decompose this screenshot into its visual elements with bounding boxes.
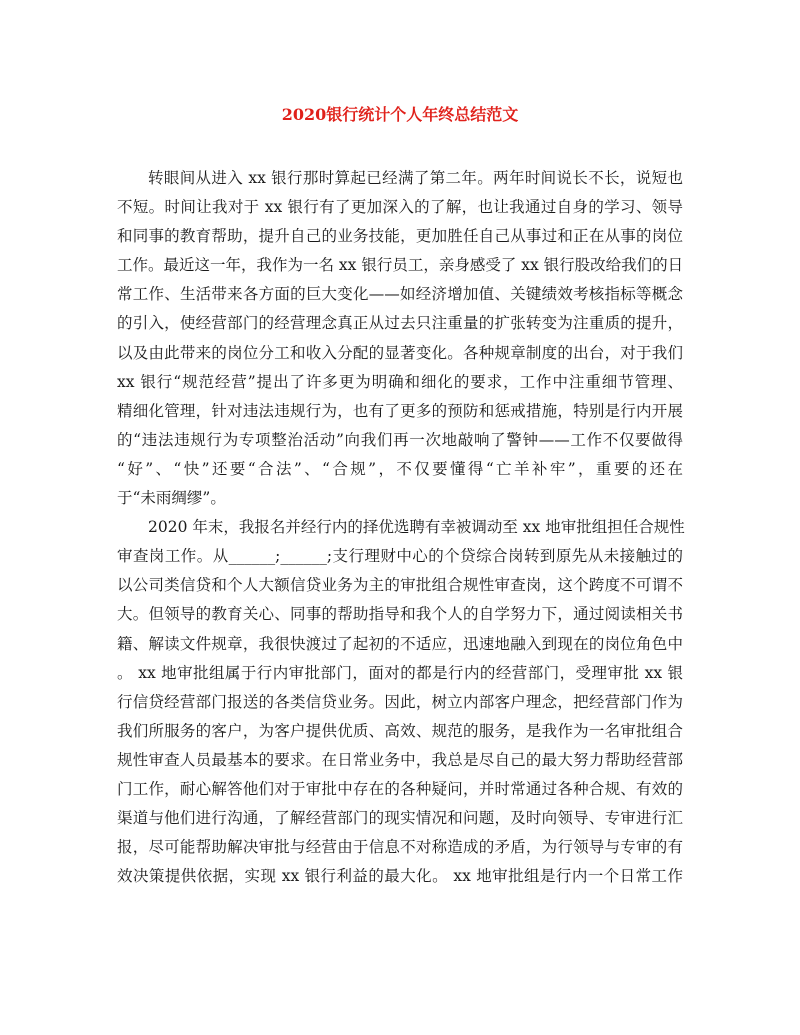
text-line: 转眼间从进入 xx 银行那时算起已经满了第二年。两年时间说长不长，说短也 [148,169,683,187]
text-line: 2020 年末，我报名并经行内的择优选聘有幸被调动至 xx 地审批组担任合规性 [148,518,685,537]
text-line: 规性审查人员最基本的要求。在日常业务中，我总是尽自己的最大努力帮助经营部 [117,750,683,769]
text-line: 报，尽可能帮助解决审批与经营由于信息不对称造成的矛盾，为行领导与专审的有 [117,838,683,857]
text-line: xx 银行“规范经营”提出了许多更为明确和细化的要求，工作中注重细节管理、 [117,372,683,391]
text-line: 精细化管理，针对违法违规行为，也有了更多的预防和惩戒措施，特别是行内开展 [117,401,683,420]
text-line: 的引入，使经营部门的经营理念真正从过去只注重量的扩张转变为注重质的提升， [117,314,683,333]
text-line: 。 xx 地审批组属于行内审批部门，面对的都是行内的经营部门，受理审批 xx 银 [117,663,683,682]
text-line: 籍、解读文件规章，我很快渡过了起初的不适应，迅速地融入到现在的岗位角色中 [117,634,683,653]
document-body [117,164,683,891]
text-line: 于“未雨绸缪”。 [117,489,226,508]
text-line: 大。但领导的教育关心、同事的帮助指导和我个人的自学努力下，通过阅读相关书 [117,605,683,624]
paragraph-1 [117,164,683,513]
text-line: 常工作、生活带来各方面的巨大变化——如经济增加值、关键绩效考核指标等概念 [117,285,683,304]
text-line: 不短。时间让我对于 xx 银行有了更加深入的了解，也让我通过自身的学习、领导 [117,198,683,217]
document-title: 2020银行统计个人年终总结范文 [281,105,519,124]
text-line: “好”、“快”还要“合法”、“合规”，不仅要懂得“亡羊补牢”，重要的还在 [117,459,683,478]
text-line: 和同事的教育帮助，提升自己的业务技能，更加胜任自己从事过和正在从事的岗位 [117,227,683,246]
text-line: 渠道与他们进行沟通，了解经营部门的现实情况和问题，及时向领导、专审进行汇 [117,809,683,828]
text-line: 工作。最近这一年，我作为一名 xx 银行员工，亲身感受了 xx 银行股改给我们的日 [117,256,684,275]
text-line: 以及由此带来的岗位分工和收入分配的显著变化。各种规章制度的出台，对于我们 [117,343,683,362]
text-line: 行信贷经营部门报送的各类信贷业务。因此，树立内部客户理念，把经营部门作为 [117,692,683,711]
text-line: 的“违法违规行为专项整治活动”向我们再一次地敲响了警钟——工作不仅要做得 [117,430,683,449]
text-line: 门工作，耐心解答他们对于审批中存在的各种疑问，并时常通过各种合规、有效的 [117,779,683,798]
text-line: 审查岗工作。从______;______;支行理财中心的个贷综合岗转到原先从未接触过的 [117,547,683,566]
paragraph-2 [117,513,683,891]
text-line: 效决策提供依据，实现 xx 银行利益的最大化。 xx 地审批组是行内一个日常工作 [117,867,683,886]
text-line: 以公司类信贷和个人大额信贷业务为主的审批组合规性审查岗，这个跨度不可谓不 [117,576,683,595]
text-line: 我们所服务的客户，为客户提供优质、高效、规范的服务，是我作为一名审批组合 [117,721,683,740]
